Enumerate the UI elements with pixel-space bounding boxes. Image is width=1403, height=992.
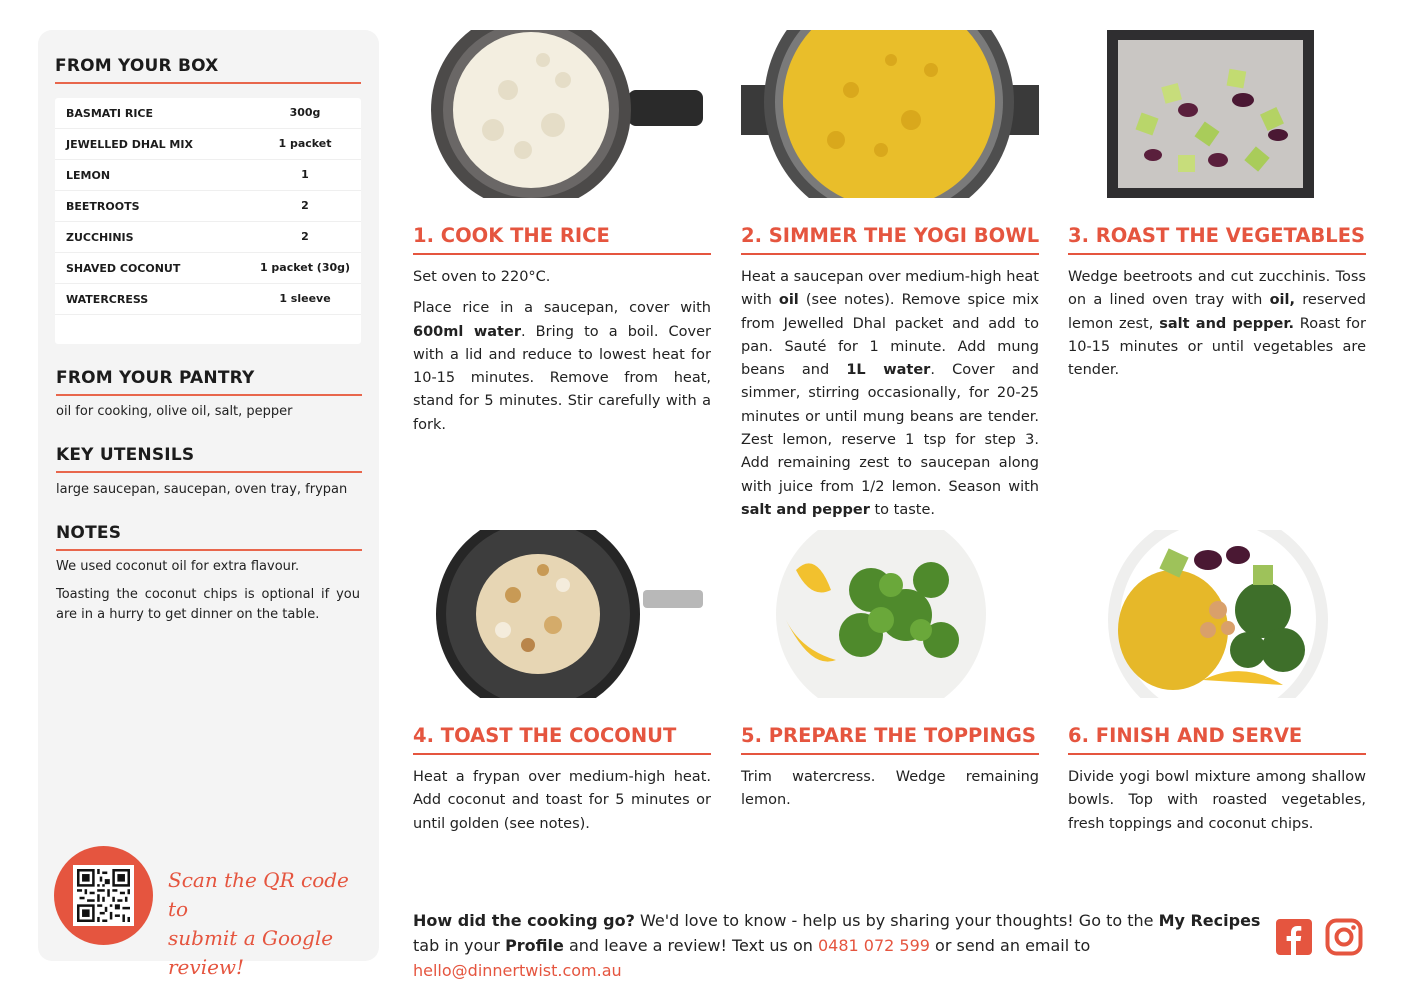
vegetable-tray-image: [1068, 30, 1366, 198]
text-run: or send an email to: [929, 936, 1091, 955]
ingredient-name: ZUCCHINIS: [66, 231, 134, 244]
table-row: [55, 253, 361, 284]
utensils-title: KEY UTENSILS: [56, 445, 195, 465]
step-text: Divide yogi bowl mixture among shallow bowls. Top with roasted vegetables, fresh toppings and coconut chips.: [1068, 769, 1366, 832]
table-row: [55, 191, 361, 222]
ingredient-name: JEWELLED DHAL MIX: [66, 138, 193, 151]
dhal-pot-image: [741, 30, 1039, 198]
yogi-bowl-image: [1068, 530, 1366, 698]
ingredient-name: BASMATI RICE: [66, 107, 154, 120]
text-run: Place rice in a saucepan, cover with: [413, 300, 711, 317]
ingredient-name: BEETROOTS: [66, 200, 140, 213]
step-text: [413, 297, 711, 437]
from-box-title: FROM YOUR BOX: [55, 56, 219, 76]
ingredient-qty: 2: [301, 199, 309, 212]
ingredient-qty: 1: [301, 168, 309, 181]
text-run: . Cover and simmer, stirring occasionally, for 20-25 minutes or until mung beans are tender. Zest lemon, reserve 1 tsp for step 3. Add remaining zest to saucepan along with juice from 1/2 lemon. Season with: [741, 362, 1039, 495]
table-row: [55, 160, 361, 191]
step-4-body: [413, 766, 711, 844]
step-6-body: [1068, 766, 1366, 844]
bold-text: 1L water: [846, 362, 931, 379]
step-5-body: [741, 766, 1039, 821]
pantry-text: oil for cooking, olive oil, salt, pepper: [56, 404, 293, 419]
coconut-pan-image: [413, 530, 711, 698]
divider: [55, 82, 361, 84]
rice-pot-image: [413, 30, 711, 198]
qr-review-prompt: [168, 866, 368, 982]
step-5-title: 5. PREPARE THE TOPPINGS: [741, 724, 1039, 755]
divider: [56, 471, 362, 473]
step-text: Heat a frypan over medium-high heat. Add coconut and toast for 5 minutes or until golden (see notes).: [413, 769, 711, 832]
table-row: [55, 222, 361, 253]
bold-text: oil: [778, 292, 799, 309]
bold-text: salt and pepper: [741, 501, 870, 518]
step-3-title: 3. ROAST THE VEGETABLES: [1068, 224, 1366, 255]
text-run: tab in your: [413, 936, 506, 955]
notes-title: NOTES: [56, 523, 122, 543]
qr-code-icon: [73, 865, 134, 926]
utensils-text: large saucepan, saucepan, oven tray, frypan: [56, 482, 348, 497]
step-2-title: 2. SIMMER THE YOGI BOWL: [741, 224, 1039, 255]
ingredient-name: LEMON: [66, 169, 111, 182]
instagram-icon[interactable]: [1325, 918, 1363, 956]
note-text: We used coconut oil for extra flavour.: [56, 559, 300, 574]
step-text: Trim watercress. Wedge remaining lemon.: [741, 769, 1039, 809]
step-text: [741, 266, 1039, 522]
step-4-title: 4. TOAST THE COCONUT: [413, 724, 711, 755]
text-run: Wedge beetroots and cut zucchinis. Toss on a lined oven tray with: [1068, 269, 1366, 309]
email-link[interactable]: hello@dinnertwist.com.au: [413, 961, 622, 980]
note-text: Toasting the coconut chips is optional if you are in a hurry to get dinner on the table.: [56, 587, 360, 622]
text-run: Roast for 10-15 minutes or until vegetables are tender.: [1068, 315, 1366, 379]
qr-text-line: Scan the QR code to: [168, 868, 349, 921]
ingredients-sidebar: [38, 30, 379, 979]
ingredient-qty: 1 packet (30g): [259, 261, 351, 274]
watercress-plate-image: [741, 530, 1039, 698]
text-run: . Bring to a boil. Cover with a lid and reduce to lowest heat for 10-15 minutes. Remove from heat, stand for 5 minutes. Stir carefully with a fork.: [413, 323, 711, 433]
text-run: to taste.: [869, 501, 935, 518]
text-run: Heat a saucepan over medium-high heat with: [741, 269, 1039, 309]
text-run: (see notes). Remove spice mix from Jewelled Dhal packet and add to pan. Sauté for 1 minute. Add mung beans and: [741, 292, 1039, 379]
step-6-title: 6. FINISH AND SERVE: [1068, 724, 1366, 755]
step-2-body: [741, 266, 1039, 530]
ingredient-qty: 1 packet: [278, 137, 332, 150]
my-recipes-link: My Recipes: [1158, 911, 1261, 930]
ingredient-qty: 1 sleeve: [279, 292, 331, 305]
footer-question: How did the cooking go?: [413, 911, 635, 930]
review-prompt-footer: [413, 908, 1263, 983]
facebook-icon[interactable]: [1275, 918, 1313, 956]
divider: [56, 549, 362, 551]
step-1-body: [413, 266, 711, 445]
box-ingredients-table: [55, 98, 361, 344]
table-row: [55, 129, 361, 160]
phone-link[interactable]: 0481 072 599: [817, 936, 930, 955]
step-1-title: 1. COOK THE RICE: [413, 224, 711, 255]
text-run: reserved lemon zest,: [1068, 292, 1366, 332]
step-text: [1068, 266, 1366, 382]
bold-text: 600ml water: [413, 323, 521, 340]
bold-text: oil,: [1269, 292, 1295, 309]
text-run: and leave a review! Text us on: [563, 936, 818, 955]
bold-text: salt and pepper.: [1159, 315, 1294, 332]
text-run: We'd love to know - help us by sharing your thoughts! Go to the: [634, 911, 1159, 930]
step-3-body: [1068, 266, 1366, 390]
ingredient-name: SHAVED COCONUT: [66, 262, 181, 275]
ingredient-qty: 300g: [289, 106, 321, 119]
step-text: Set oven to 220°C.: [413, 269, 551, 285]
divider: [56, 394, 362, 396]
table-row: [55, 98, 361, 129]
ingredient-name: WATERCRESS: [66, 293, 149, 306]
table-row: [55, 284, 361, 315]
ingredient-qty: 2: [301, 230, 309, 243]
qr-badge[interactable]: [54, 846, 153, 945]
qr-text-line: submit a Google review!: [168, 926, 334, 979]
pantry-title: FROM YOUR PANTRY: [56, 368, 255, 388]
profile-link: Profile: [505, 936, 564, 955]
